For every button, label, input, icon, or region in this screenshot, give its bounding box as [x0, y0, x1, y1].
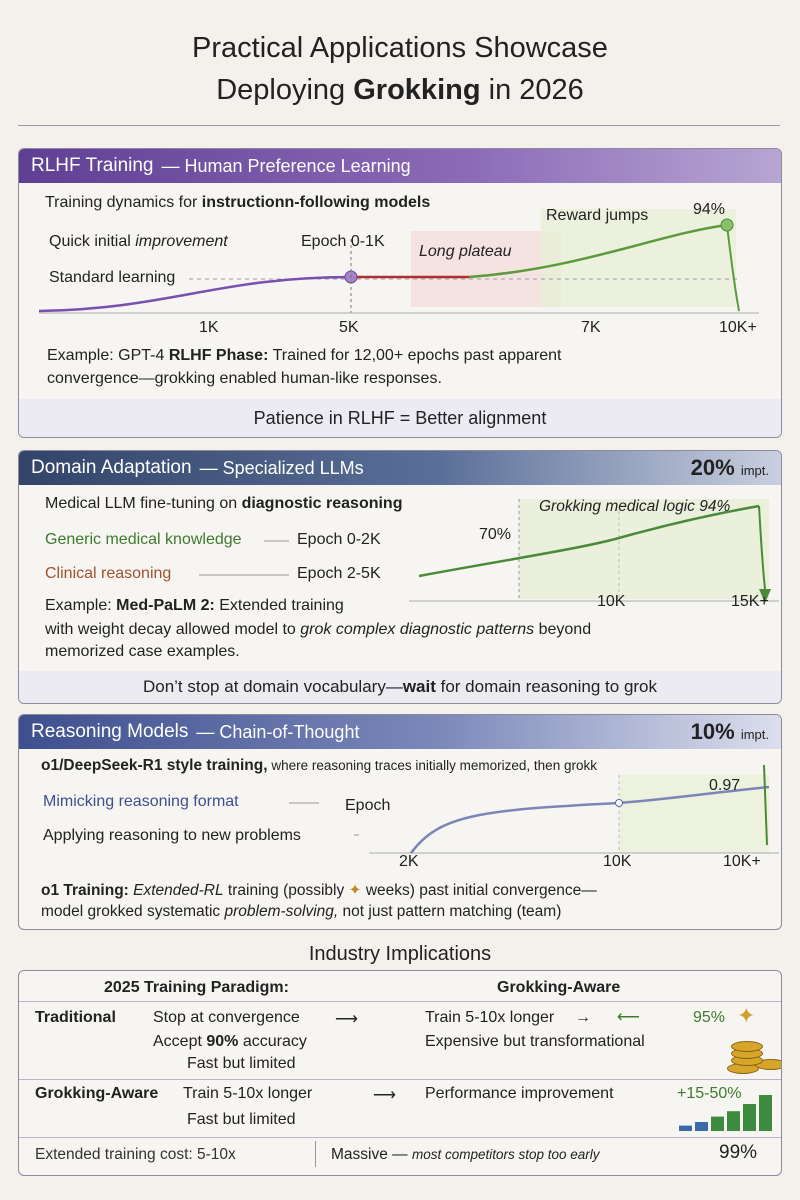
reasoning-tick-10k: 10K [603, 853, 632, 870]
domain-example-text2-pre: with weight decay allowed model to [45, 621, 301, 638]
rlhf-tick-1k: 1K [199, 319, 219, 336]
arrow-right-icon-3: ⟶ [373, 1087, 396, 1104]
reasoning-tick-2k: 2K [399, 853, 419, 870]
domain-example-line1 [45, 597, 344, 615]
domain-example-bold: Med-PaLM 2: [116, 597, 215, 614]
rlhf-plateau-label: Long plateau [419, 243, 512, 260]
rlhf-epoch-label: Epoch 0-1K [301, 233, 385, 250]
arrow-right-icon: ⟶ [335, 1011, 358, 1028]
industry-footer-pct: 99% [719, 1142, 758, 1163]
industry-row2-c: Fast but limited [187, 1111, 296, 1128]
reasoning-training-italic: Extended-RL [128, 882, 224, 899]
domain-header [19, 451, 781, 485]
reasoning-title: Reasoning Models [31, 721, 189, 742]
subtitle-pre: Deploying [216, 74, 354, 106]
domain-mid-value: 70% [479, 526, 512, 543]
reasoning-training-text2-it: problem-solving, [224, 903, 339, 920]
domain-panel [18, 450, 782, 704]
domain-generic: Generic medical knowledge [45, 531, 242, 548]
rlhf-tick-7k: 7K [581, 319, 601, 336]
domain-tick-15k: 15K+ [731, 593, 769, 610]
rlhf-header [19, 149, 781, 183]
rlhf-quick [49, 233, 228, 251]
industry-header-divider [19, 1001, 781, 1002]
industry-row1-label: Traditional [35, 1009, 116, 1026]
industry-footer-divider [19, 1137, 781, 1138]
reasoning-intro-bold: o1/DeepSeek-R1 style training, [41, 757, 268, 774]
subtitle-bold: Grokking [353, 74, 481, 106]
industry-col2: Grokking-Aware [497, 979, 621, 996]
domain-title: Domain Adaptation [31, 457, 192, 478]
rlhf-example-text1: Trained for 12,00+ epochs past apparent [268, 347, 562, 364]
industry-row2-b: Performance improvement [425, 1085, 614, 1102]
industry-row2-a: Train 5-10x longer [183, 1085, 313, 1102]
improvement-bar [759, 1095, 772, 1131]
industry-footer-b [331, 1146, 600, 1164]
industry-row-divider [19, 1079, 781, 1080]
rlhf-intro-pre: Training dynamics for [45, 194, 202, 211]
rlhf-example-label: Example: GPT-4 [47, 347, 169, 364]
sparkle-icon: ✦ [348, 882, 362, 899]
industry-row2-label: Grokking-Aware [35, 1085, 159, 1102]
reasoning-pct-suffix: impt. [740, 727, 769, 742]
domain-footer-post: for domain reasoning to grok [435, 677, 658, 696]
subtitle-post: in 2026 [480, 74, 584, 106]
domain-clinical: Clinical reasoning [45, 565, 172, 582]
reasoning-training-line2 [41, 903, 561, 921]
rlhf-quick-pre: Quick initial [49, 233, 136, 250]
domain-example-line2 [45, 621, 591, 639]
domain-subtitle: — Specialized LLMs [199, 457, 364, 478]
reasoning-training-bold: o1 Training: [41, 882, 129, 899]
arrow-right-icon-2: → [575, 1009, 591, 1026]
domain-pct [691, 455, 769, 481]
domain-footer [19, 671, 781, 703]
reasoning-training-text2-post: not just pattern matching (team) [338, 903, 562, 920]
domain-generic-epoch: Epoch 0-2K [297, 531, 381, 548]
page-subtitle [0, 74, 800, 107]
reasoning-training-text2-pre: model grokked systematic [41, 903, 225, 920]
coin [731, 1041, 763, 1052]
improvement-bar [743, 1104, 756, 1131]
reasoning-intro-rest: where reasoning traces initially memorized, then grokk [267, 758, 597, 773]
reasoning-applying: Applying reasoning to new problems [43, 827, 301, 844]
industry-footer-sep [315, 1141, 316, 1167]
reasoning-subtitle: — Chain-of-Thought [196, 721, 360, 742]
improvement-bar [679, 1126, 692, 1131]
domain-pct-value: 20% [690, 455, 735, 480]
reasoning-grok-region [619, 775, 769, 853]
improvement-bar [727, 1111, 740, 1131]
domain-clinical-epoch: Epoch 2-5K [297, 565, 381, 582]
domain-intro-bold: diagnostic reasoning [241, 495, 403, 512]
rlhf-subtitle: — Human Preference Learning [161, 155, 411, 176]
arrow-left-icon: ⟵ [617, 1009, 640, 1026]
industry-row1-value: 95% [693, 1009, 726, 1026]
industry-row1-c [153, 1033, 307, 1051]
reasoning-pct [691, 719, 769, 745]
domain-example-text2-post: beyond [534, 621, 592, 638]
domain-grok-label: Grokking medical logic 94% [539, 498, 731, 515]
domain-pct-suffix: impt. [740, 463, 769, 478]
rlhf-standard: Standard learning [49, 269, 176, 286]
reasoning-training-line1 [41, 881, 597, 900]
domain-intro-pre: Medical LLM fine-tuning on [45, 495, 242, 512]
industry-row1-c-post: accuracy [238, 1033, 307, 1050]
industry-row2-value: +15-50% [677, 1085, 742, 1102]
rlhf-quick-italic: improvement [135, 233, 228, 250]
rlhf-peak-marker [721, 219, 733, 231]
reasoning-tick-10kplus: 10K+ [723, 853, 761, 870]
rlhf-intro-bold: instructionn-following models [201, 194, 431, 211]
rlhf-tick-5k: 5K [339, 319, 359, 336]
improvement-bars [679, 1095, 779, 1131]
rlhf-tick-10k: 10K+ [719, 319, 757, 336]
improvement-bar [695, 1122, 708, 1131]
reasoning-training-text1b: weeks) past initial convergence— [361, 882, 597, 899]
industry-row1-b: Train 5-10x longer [425, 1009, 555, 1026]
domain-example-text2-it: grok complex diagnostic patterns [300, 621, 535, 638]
rlhf-title: RLHF Training [31, 155, 154, 176]
rlhf-example-line2: convergence—grokking enabled human-like responses. [47, 370, 442, 387]
rlhf-reward-label: Reward jumps [546, 207, 649, 224]
rlhf-footer: Patience in RLHF = Better alignment [19, 399, 781, 437]
industry-row1-a: Stop at convergence [153, 1009, 300, 1026]
domain-footer-bold: wait [402, 677, 436, 696]
star-icon: ✦ [737, 1003, 756, 1028]
title-divider [18, 125, 780, 126]
reasoning-header [19, 715, 781, 749]
industry-footer-a: Extended training cost: 5-10x [35, 1146, 236, 1163]
industry-footer-b-pre: Massive — [331, 1146, 412, 1163]
improvement-bar [711, 1117, 724, 1131]
rlhf-panel [18, 148, 782, 438]
reasoning-mimic: Mimicking reasoning format [43, 793, 239, 810]
industry-row1-d: Expensive but transformational [425, 1033, 645, 1050]
reasoning-panel [18, 714, 782, 930]
industry-table [18, 970, 782, 1176]
industry-row1-e: Fast but limited [187, 1055, 296, 1072]
domain-footer-pre: Don’t stop at domain vocabulary— [142, 677, 403, 696]
reasoning-training-text1: training (possibly [223, 882, 349, 899]
industry-heading: Industry Implications [308, 943, 492, 965]
industry-footer-b-it: most competitors stop too early [411, 1147, 600, 1162]
domain-example-line3: memorized case examples. [45, 643, 240, 660]
domain-example-pre: Example: [45, 597, 117, 614]
reasoning-epoch: Epoch [345, 797, 391, 814]
rlhf-example-bold: RLHF Phase: [168, 347, 269, 364]
reasoning-marker [616, 800, 623, 807]
industry-row1-c-bold: 90% [206, 1033, 239, 1050]
page-title: Practical Applications Showcase [192, 32, 608, 64]
industry-row1-c-pre: Accept [153, 1033, 207, 1050]
rlhf-example-line1 [47, 347, 562, 365]
domain-example-text1: Extended training [214, 597, 344, 614]
domain-tick-10k: 10K [597, 593, 626, 610]
rlhf-peak-value: 94% [693, 201, 726, 218]
reasoning-value: 0.97 [709, 777, 741, 794]
industry-col1: 2025 Training Paradigm: [104, 979, 289, 996]
reasoning-pct-value: 10% [690, 719, 735, 744]
